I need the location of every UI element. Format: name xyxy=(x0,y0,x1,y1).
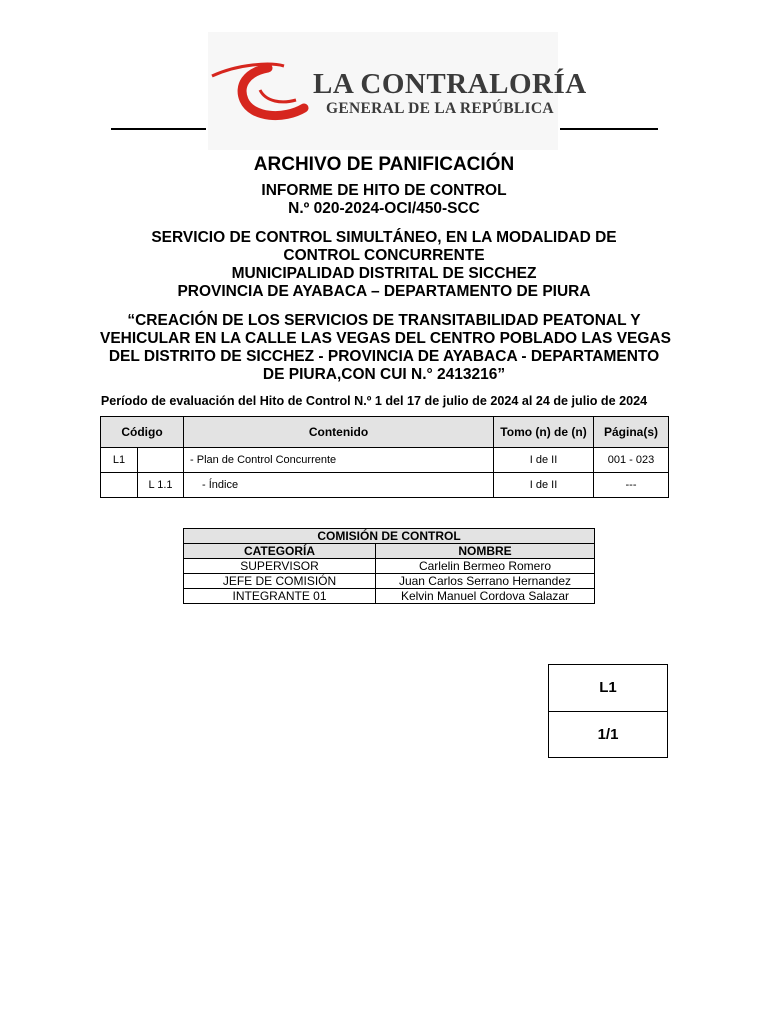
commission-title: COMISIÓN DE CONTROL xyxy=(184,529,595,544)
member-name: Kelvin Manuel Cordova Salazar xyxy=(376,589,595,604)
page-title-text: ARCHIVO DE PANIFICACIÓN xyxy=(253,154,515,175)
table-row xyxy=(101,473,669,498)
project-line-3: DEL DISTRITO DE SICCHEZ - PROVINCIA DE AYABACA - DEPARTAMENTO xyxy=(108,348,660,365)
volume-code: L1 xyxy=(549,665,667,712)
service-line-2: CONTROL CONCURRENTE xyxy=(283,247,485,264)
commission-table xyxy=(183,528,595,604)
index-table xyxy=(100,416,669,498)
table-row xyxy=(184,574,595,589)
row-code-level2 xyxy=(138,448,184,473)
contraloria-logo xyxy=(208,32,587,150)
table-row xyxy=(184,559,595,574)
report-number: N.º 020-2024-OCI/450-SCC xyxy=(288,200,480,217)
project-line-4: DE PIURA,CON CUI N.° 2413216” xyxy=(262,366,506,383)
service-line-4: PROVINCIA DE AYABACA – DEPARTAMENTO DE PIURA xyxy=(177,283,591,300)
row-code-level1: L1 xyxy=(101,448,138,473)
header-pages: Página(s) xyxy=(594,417,669,448)
row-pages: --- xyxy=(594,473,669,498)
project-line-1: “CREACIÓN DE LOS SERVICIOS DE TRANSITABILIDAD PEATONAL Y xyxy=(127,312,641,329)
member-category: JEFE DE COMISIÓN xyxy=(184,574,376,589)
header-content: Contenido xyxy=(184,417,494,448)
row-content: - Índice xyxy=(184,473,494,498)
row-tomo: I de II xyxy=(494,448,594,473)
service-block xyxy=(100,229,668,301)
project-block xyxy=(100,312,671,384)
service-line-3: MUNICIPALIDAD DISTRITAL DE SICCHEZ xyxy=(231,265,537,282)
member-category: SUPERVISOR xyxy=(184,559,376,574)
row-code-level2: L 1.1 xyxy=(138,473,184,498)
project-line-2: VEHICULAR EN LA CALLE LAS VEGAS DEL CENTRO POBLADO LAS VEGAS xyxy=(100,330,671,347)
row-pages: 001 - 023 xyxy=(594,448,669,473)
member-name: Juan Carlos Serrano Hernandez xyxy=(376,574,595,589)
header-rule-right xyxy=(560,128,658,130)
header-name: NOMBRE xyxy=(376,544,595,559)
evaluation-period: Período de evaluación del Hito de Control N.º 1 del 17 de julio de 2024 al 24 de julio de 2024 xyxy=(100,394,648,408)
report-block xyxy=(100,182,668,218)
table-row xyxy=(184,589,595,604)
header-rule-left xyxy=(111,128,206,130)
member-category: INTEGRANTE 01 xyxy=(184,589,376,604)
volume-label-box xyxy=(548,664,668,758)
header-code: Código xyxy=(101,417,184,448)
row-code-level1 xyxy=(101,473,138,498)
page-title xyxy=(100,154,668,176)
contraloria-swoosh-icon xyxy=(208,60,318,130)
volume-fraction: 1/1 xyxy=(597,726,619,743)
logo-title: LA CONTRALORÍA xyxy=(313,68,587,100)
report-title: INFORME DE HITO DE CONTROL xyxy=(261,182,507,199)
logo-subtitle: GENERAL DE LA REPÚBLICA xyxy=(326,100,554,117)
row-tomo: I de II xyxy=(494,473,594,498)
service-line-1: SERVICIO DE CONTROL SIMULTÁNEO, EN LA MODALIDAD DE xyxy=(151,229,617,246)
member-name: Carlelin Bermeo Romero xyxy=(376,559,595,574)
header-category: CATEGORÍA xyxy=(184,544,376,559)
row-content: - Plan de Control Concurrente xyxy=(184,448,494,473)
index-table-header xyxy=(101,417,669,448)
header-tomo: Tomo (n) de (n) xyxy=(494,417,594,448)
table-row xyxy=(101,448,669,473)
